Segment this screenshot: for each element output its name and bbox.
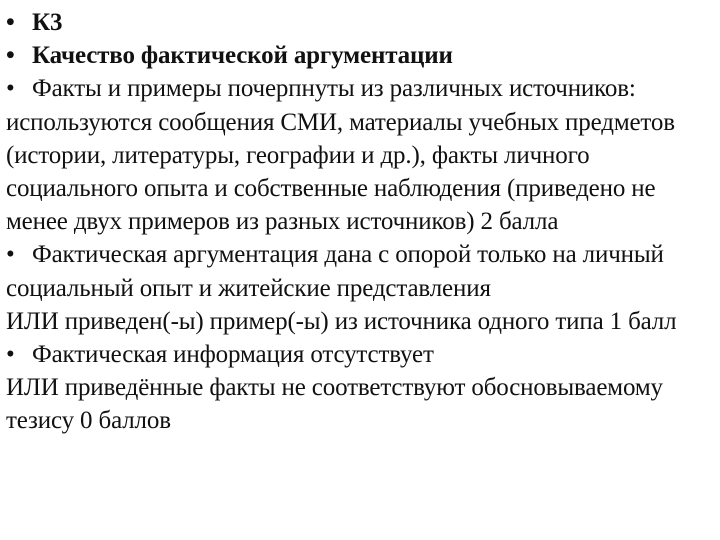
criterion-title — [6, 39, 714, 72]
bullet-icon: • — [6, 42, 15, 70]
bullet-icon: • — [6, 9, 15, 36]
slide-text-block — [6, 6, 714, 438]
bullet-icon: • — [6, 75, 15, 103]
score-2-description — [6, 72, 714, 238]
score-0-alternative — [6, 371, 714, 437]
score-1-text: Фактическая аргументация дана с опорой только на личный социальный опыт и житейские представления — [6, 241, 664, 302]
bullet-icon: • — [6, 341, 15, 369]
score-0-alternative-text: ИЛИ приведённые факты не соответствуют обосновываемому тезису 0 баллов — [6, 374, 663, 435]
criterion-title-text: Качество фактической аргументации — [32, 42, 453, 70]
score-0-description — [6, 338, 714, 371]
score-0-text: Фактическая информация отсутствует — [32, 341, 434, 369]
score-1-description — [6, 238, 714, 304]
bullet-icon: • — [6, 241, 15, 269]
criterion-code-text: К3 — [32, 9, 63, 36]
criterion-code — [6, 6, 714, 39]
score-2-text: Факты и примеры почерпнуты из различных источников: используются сообщения СМИ, материалы учебных предметов (истории, литературы, географии и др.), факты личного социального опыта и собственные наблюдения (приведено не менее двух примеров из разных источников) 2 балла — [6, 75, 675, 236]
score-1-alternative-text: ИЛИ приведен(-ы) пример(-ы) из источника одного типа 1 балл — [6, 307, 677, 335]
score-1-alternative — [6, 305, 714, 338]
